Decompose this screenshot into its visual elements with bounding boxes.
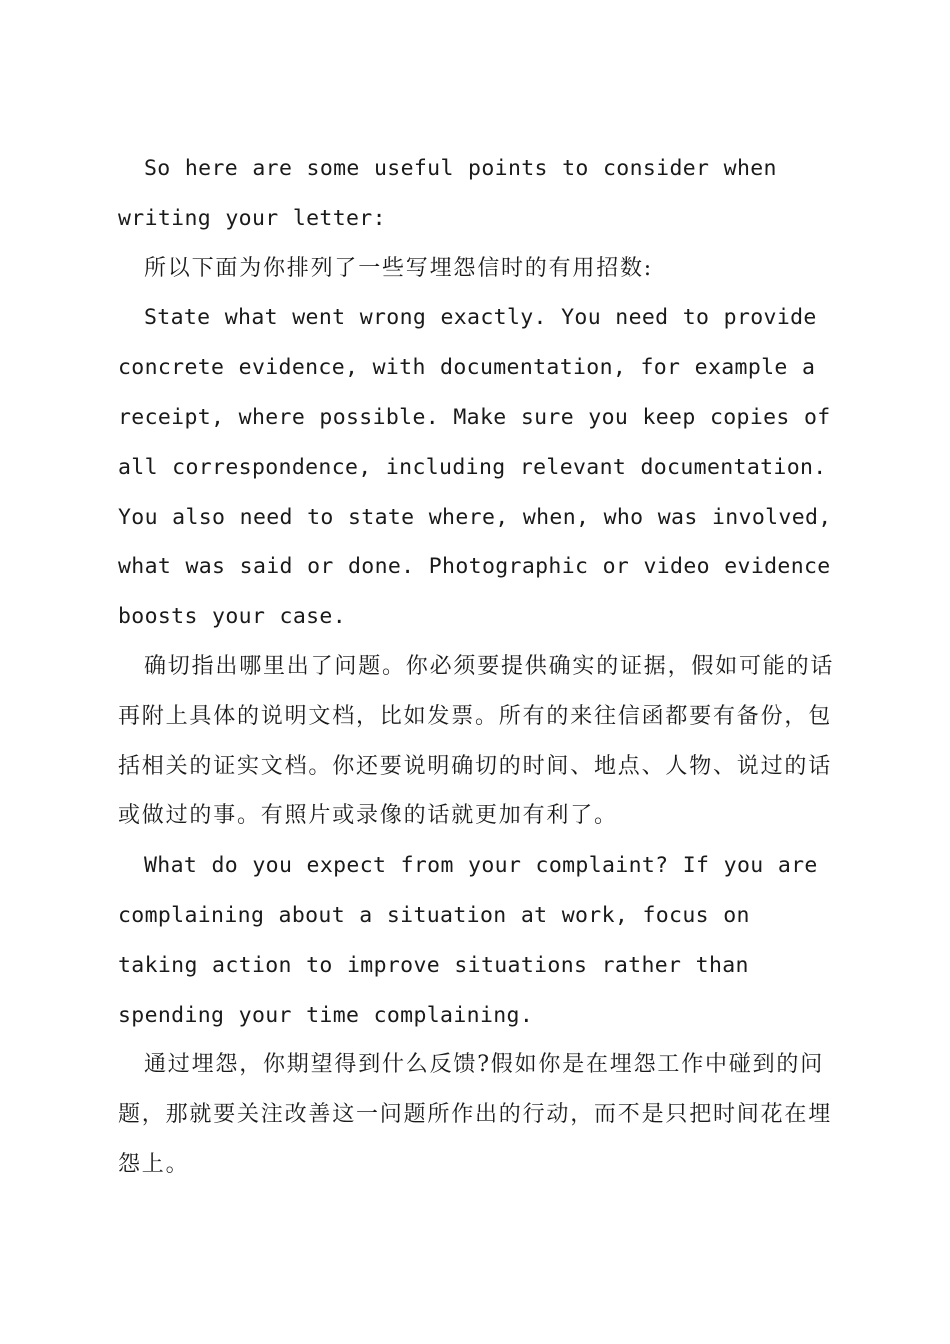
paragraph-expectation-zh: 通过埋怨，你期望得到什么反馈?假如你是在埋怨工作中碰到的问题，那就要关注改善这一问题所作出的行动，而不是只把时间花在埋怨上。 [118,1052,833,1177]
document-page [118,144,838,1190]
paragraph-expectation-en: What do you expect from your complaint? If you are complaining about a situation at work, focus on taking action to improve situations rather than spending your time complaining. [118,853,818,1028]
paragraph-intro-en: So here are some useful points to consider when writing your letter: [118,156,777,231]
paragraph-intro-zh: 所以下面为你排列了一些写埋怨信时的有用招数: [144,255,654,281]
paragraph-evidence-en: State what went wrong exactly. You need to provide concrete evidence, with documentation, for example a receipt, where possible. Make sure you keep copies of all correspondence, including relevant documentation. You also need to state where, when, who was involved, what was said or done. Photographic or video evidence boosts your case. [118,305,832,630]
paragraph-evidence-zh: 确切指出哪里出了问题。你必须要提供确实的证据，假如可能的话再附上具体的说明文档，比如发票。所有的来往信函都要有备份，包括相关的证实文档。你还要说明确切的时间、地点、人物、说过的话或做过的事。有照片或录像的话就更加有利了。 [118,653,835,829]
